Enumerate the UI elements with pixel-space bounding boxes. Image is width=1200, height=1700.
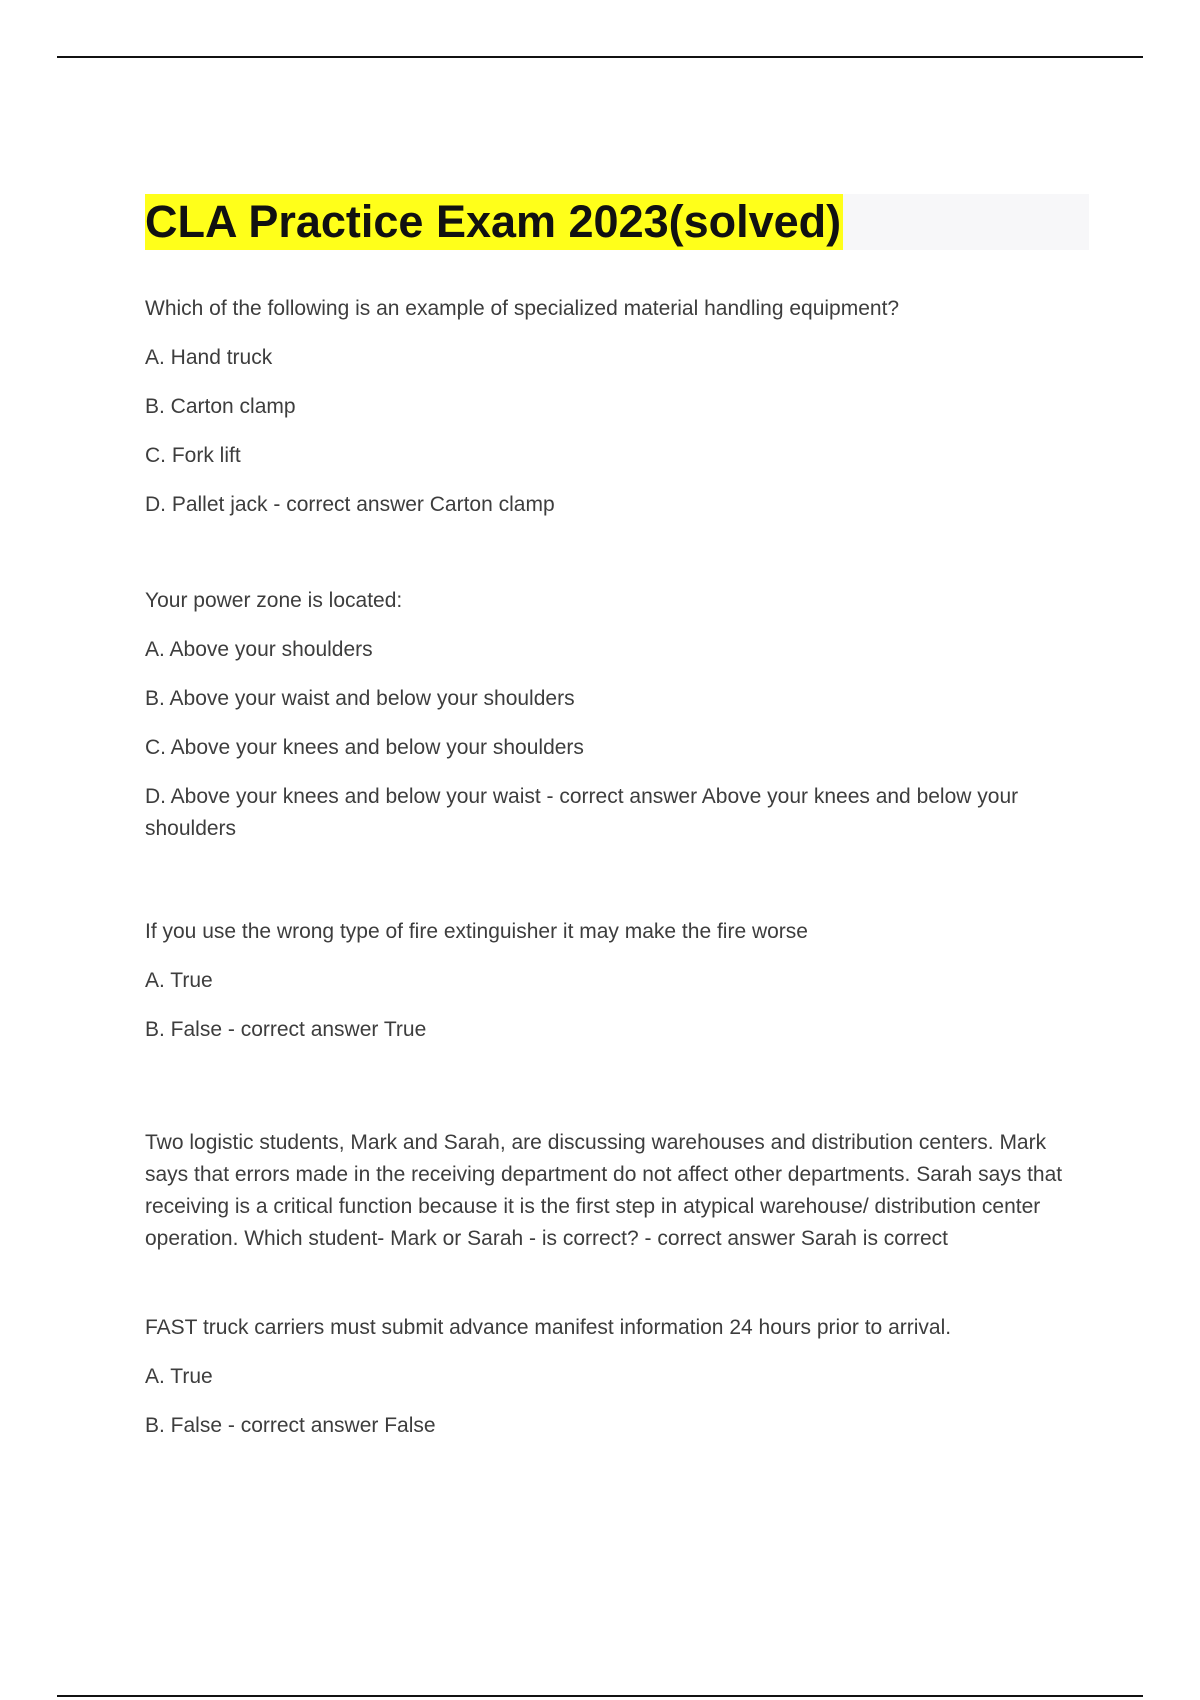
answer-option: A. Above your shoulders bbox=[145, 638, 373, 661]
answer-option: C. Above your knees and below your shoulders bbox=[145, 736, 584, 759]
answer-option: A. Hand truck bbox=[145, 346, 273, 369]
answer-option: A. True bbox=[145, 1365, 213, 1388]
spacer bbox=[145, 1255, 1090, 1315]
answer-option: B. Above your waist and below your shoulders bbox=[145, 687, 575, 710]
answer-option: B. False - correct answer False bbox=[145, 1414, 436, 1437]
question-5 bbox=[145, 1315, 1090, 1439]
answer-option: D. Above your knees and below your waist - correct answer Above your knees and below your shoulders bbox=[145, 785, 1019, 840]
question-prompt: Which of the following is an example of specialized material handling equipment? bbox=[145, 297, 900, 320]
question-1 bbox=[145, 296, 1090, 518]
bottom-rule bbox=[57, 1695, 1143, 1697]
spacer bbox=[145, 1066, 1090, 1127]
question-prompt: Two logistic students, Mark and Sarah, are discussing warehouses and distribution centers. Mark says that errors made in the receiving department do not affect other departments. Sarah says that receiving is a critical function because it is the first step in atypical warehouse/ distribution center operation. Which student- Mark or Sarah - is correct? - correct answer Sarah is correct bbox=[145, 1131, 1063, 1250]
answer-option: B. Carton clamp bbox=[145, 395, 296, 418]
answer-option: C. Fork lift bbox=[145, 444, 241, 467]
question-2 bbox=[145, 588, 1090, 845]
question-prompt: If you use the wrong type of fire extinguisher it may make the fire worse bbox=[145, 920, 808, 943]
top-rule bbox=[57, 56, 1143, 58]
answer-option: A. True bbox=[145, 969, 213, 992]
question-prompt: FAST truck carriers must submit advance manifest information 24 hours prior to arrival. bbox=[145, 1316, 952, 1339]
spacer bbox=[145, 868, 1090, 919]
spacer bbox=[145, 541, 1090, 588]
answer-option: D. Pallet jack - correct answer Carton clamp bbox=[145, 493, 555, 516]
question-prompt: Your power zone is located: bbox=[145, 589, 403, 612]
document-title: CLA Practice Exam 2023(solved) bbox=[145, 194, 843, 250]
question-3 bbox=[145, 919, 1090, 1043]
answer-option: B. False - correct answer True bbox=[145, 1018, 427, 1041]
question-list bbox=[145, 296, 1090, 1462]
question-4 bbox=[145, 1127, 1090, 1255]
